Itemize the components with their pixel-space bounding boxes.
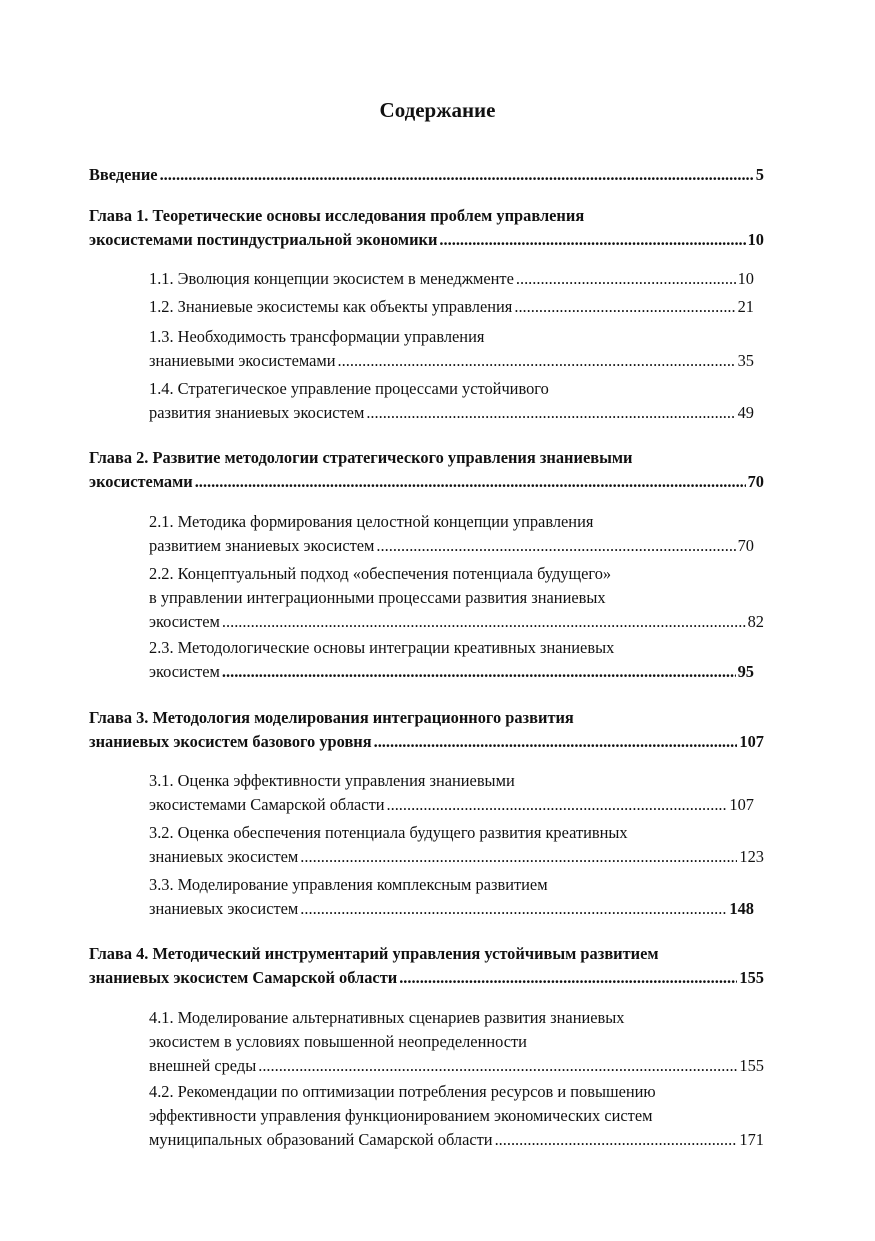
toc-entry-title: экосистемами Самарской области bbox=[149, 795, 385, 814]
toc-section-entry[interactable] bbox=[149, 295, 754, 319]
toc-entry-title-line: 2.1. Методика формирования целостной концепции управления bbox=[149, 512, 594, 531]
toc-entry-title-line: 4.2. Рекомендации по оптимизации потребления ресурсов и повышению bbox=[149, 1082, 656, 1101]
toc-entry-leader-line bbox=[149, 610, 764, 634]
toc-entry-title-line: 3.3. Моделирование управления комплексным развитием bbox=[149, 875, 548, 894]
toc-section-entry[interactable] bbox=[149, 562, 764, 634]
toc-entry-leader-line bbox=[89, 730, 764, 754]
dot-leader bbox=[222, 660, 736, 684]
toc-entry-leader-line bbox=[149, 267, 754, 291]
toc-entry-title-line: экосистем в условиях повышенной неопределенности bbox=[149, 1032, 527, 1051]
toc-page-number: 49 bbox=[737, 403, 754, 422]
toc-entry-title-line: эффективности управления функционированием экономических систем bbox=[149, 1106, 653, 1125]
toc-page-number: 171 bbox=[739, 1130, 764, 1149]
toc-section-entry[interactable] bbox=[149, 873, 754, 921]
toc-page-number: 35 bbox=[737, 351, 754, 370]
toc-page-number: 155 bbox=[739, 1056, 764, 1075]
toc-page-number: 70 bbox=[747, 472, 764, 491]
toc-chapter-entry[interactable] bbox=[89, 446, 764, 494]
toc-section-entry[interactable] bbox=[149, 821, 764, 869]
dot-leader bbox=[495, 1128, 738, 1152]
toc-entry-title: экосистем bbox=[149, 662, 220, 681]
toc-entry-title-line: 2.3. Методологические основы интеграции креативных знаниевых bbox=[149, 638, 615, 657]
toc-page-number: 5 bbox=[755, 165, 764, 184]
toc-entry-title: знаниевых экосистем bbox=[149, 899, 299, 918]
toc-entry-title: экосистемами постиндустриальной экономики bbox=[89, 230, 438, 249]
toc-page-number: 107 bbox=[729, 795, 754, 814]
toc-chapter-entry[interactable] bbox=[89, 942, 764, 990]
dot-leader bbox=[376, 534, 735, 558]
toc-entry-title-line: в управлении интеграционными процессами развития знаниевых bbox=[149, 588, 606, 607]
toc-page-number: 82 bbox=[747, 612, 764, 631]
toc-entry-title: Введение bbox=[89, 165, 158, 184]
toc-entry-title: муниципальных образований Самарской области bbox=[149, 1130, 493, 1149]
toc-entry-leader-line bbox=[149, 1054, 764, 1078]
dot-leader bbox=[516, 267, 736, 291]
toc-entry-title: 1.1. Эволюция концепции экосистем в менеджменте bbox=[149, 269, 514, 288]
dot-leader bbox=[222, 610, 746, 634]
toc-entry-leader-line bbox=[149, 349, 754, 373]
toc-page-number: 70 bbox=[737, 536, 754, 555]
page-title: Содержание bbox=[379, 98, 496, 122]
toc-entry-leader-line bbox=[149, 660, 754, 684]
toc-entry-leader-line bbox=[149, 793, 754, 817]
toc-entry-title: 1.2. Знаниевые экосистемы как объекты управления bbox=[149, 297, 513, 316]
dot-leader bbox=[387, 793, 728, 817]
dot-leader bbox=[439, 228, 745, 252]
toc-section-entry[interactable] bbox=[149, 377, 754, 425]
dot-leader bbox=[338, 349, 736, 373]
toc-entry-title-line: 2.2. Концептуальный подход «обеспечения потенциала будущего» bbox=[149, 564, 612, 583]
toc-page-number: 148 bbox=[729, 899, 754, 918]
toc-entry-title: знаниевых экосистем Самарской области bbox=[89, 968, 398, 987]
toc-chapter-entry[interactable] bbox=[89, 204, 764, 252]
dot-leader bbox=[160, 163, 754, 187]
toc-section-entry[interactable] bbox=[149, 267, 754, 291]
dot-leader bbox=[399, 966, 737, 990]
toc-chapter-entry[interactable] bbox=[89, 706, 764, 754]
toc-chapter-entry[interactable] bbox=[89, 163, 764, 187]
toc-page-number: 107 bbox=[739, 732, 764, 751]
toc-entry-title-line: Глава 4. Методический инструментарий управления устойчивым развитием bbox=[89, 944, 659, 963]
toc-page-number: 95 bbox=[737, 662, 754, 681]
toc-entry-title: знаниевых экосистем базового уровня bbox=[89, 732, 372, 751]
toc-entry-leader-line bbox=[149, 401, 754, 425]
toc-entry-title-line: Глава 3. Методология моделирования интеграционного развития bbox=[89, 708, 574, 727]
toc-entry-title-line: 4.1. Моделирование альтернативных сценариев развития знаниевых bbox=[149, 1008, 625, 1027]
toc-entry-title-line: 1.3. Необходимость трансформации управления bbox=[149, 327, 485, 346]
toc-page-number: 10 bbox=[747, 230, 764, 249]
toc-entry-leader-line bbox=[149, 1128, 764, 1152]
dot-leader bbox=[258, 1054, 737, 1078]
toc-entry-title: развитием знаниевых экосистем bbox=[149, 536, 375, 555]
toc-entry-title: экосистем bbox=[149, 612, 220, 631]
toc-entry-leader-line bbox=[89, 163, 764, 187]
toc-entry-title: знаниевыми экосистемами bbox=[149, 351, 336, 370]
toc-entry-title-line: Глава 1. Теоретические основы исследования проблем управления bbox=[89, 206, 585, 225]
toc-entry-leader-line bbox=[149, 897, 754, 921]
dot-leader bbox=[514, 295, 735, 319]
toc-section-entry[interactable] bbox=[149, 636, 754, 684]
toc-entry-leader-line bbox=[149, 295, 754, 319]
toc-section-entry[interactable] bbox=[149, 1006, 764, 1078]
toc-section-entry[interactable] bbox=[149, 769, 754, 817]
toc-entry-leader-line bbox=[89, 966, 764, 990]
toc-page-number: 155 bbox=[739, 968, 764, 987]
toc-entry-title: экосистемами bbox=[89, 472, 193, 491]
toc-entry-leader-line bbox=[89, 470, 764, 494]
toc-entry-title-line: 3.1. Оценка эффективности управления знаниевыми bbox=[149, 771, 515, 790]
toc-entry-title-line: 1.4. Стратегическое управление процессами устойчивого bbox=[149, 379, 549, 398]
toc-entry-title-line: 3.2. Оценка обеспечения потенциала будущего развития креативных bbox=[149, 823, 628, 842]
toc-section-entry[interactable] bbox=[149, 1080, 764, 1152]
toc-entry-title: развития знаниевых экосистем bbox=[149, 403, 365, 422]
dot-leader bbox=[300, 897, 727, 921]
dot-leader bbox=[195, 470, 746, 494]
toc-page-number: 21 bbox=[737, 297, 754, 316]
dot-leader bbox=[300, 845, 737, 869]
toc-entry-title-line: Глава 2. Развитие методологии стратегического управления знаниевыми bbox=[89, 448, 633, 467]
toc-page-number: 10 bbox=[737, 269, 754, 288]
toc-entry-leader-line bbox=[89, 228, 764, 252]
dot-leader bbox=[374, 730, 738, 754]
dot-leader bbox=[366, 401, 735, 425]
toc-entry-title: внешней среды bbox=[149, 1056, 257, 1075]
toc-section-entry[interactable] bbox=[149, 510, 754, 558]
toc-section-entry[interactable] bbox=[149, 325, 754, 373]
toc-entry-title: знаниевых экосистем bbox=[149, 847, 299, 866]
toc-entry-leader-line bbox=[149, 534, 754, 558]
toc-entry-leader-line bbox=[149, 845, 764, 869]
toc-page-number: 123 bbox=[739, 847, 764, 866]
